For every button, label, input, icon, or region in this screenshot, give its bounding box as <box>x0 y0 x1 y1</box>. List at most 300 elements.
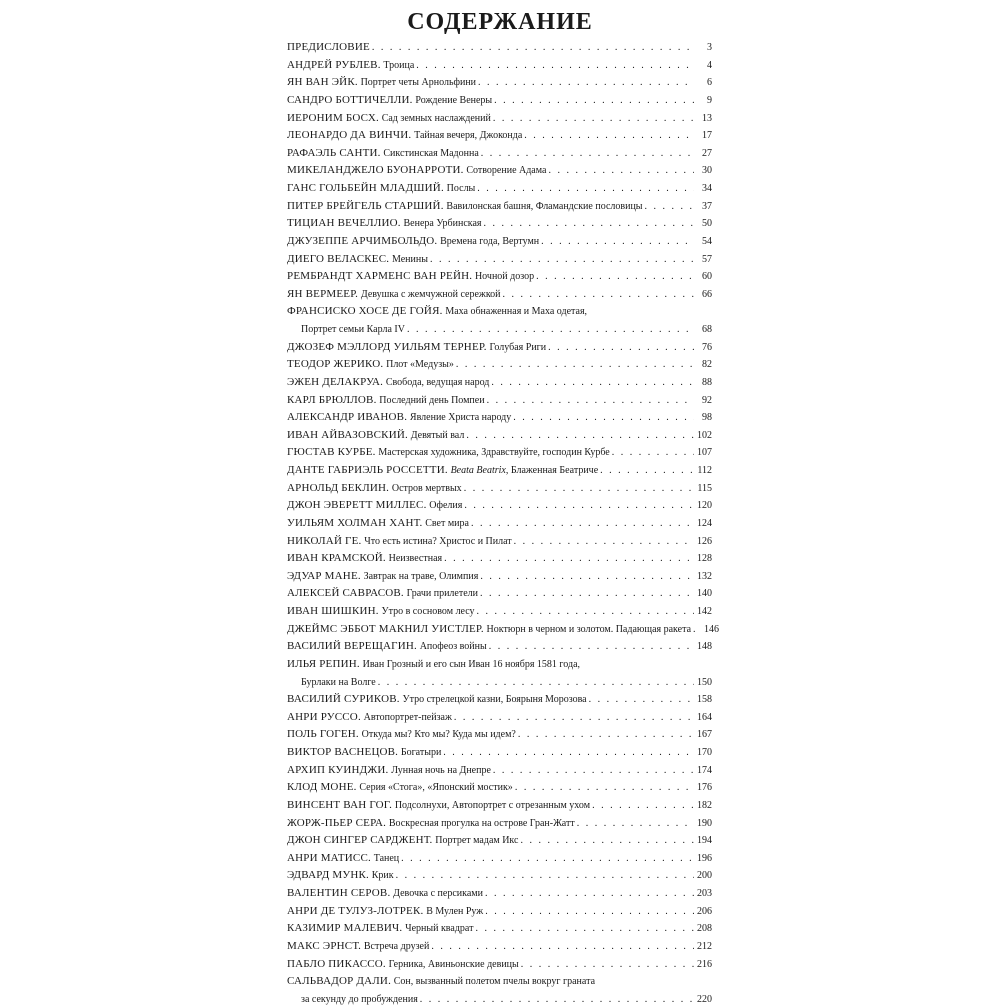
toc-entry <box>287 691 712 709</box>
toc-entry-heading <box>287 938 429 956</box>
toc-entry-heading <box>287 603 475 621</box>
toc-author: КАЗИМИР МАЛЕВИЧ. <box>287 922 403 935</box>
toc-work: Завтрак на траве, Олимпия <box>363 570 479 582</box>
toc-author: КАРЛ БРЮЛЛОВ. <box>287 393 377 406</box>
toc-entry-heading <box>287 180 475 198</box>
toc-work: Офелия <box>429 500 463 512</box>
toc-entry-heading <box>287 480 462 498</box>
toc-entry <box>287 162 712 180</box>
toc-entry <box>287 74 712 92</box>
toc-page-number: 27 <box>702 147 712 159</box>
toc-work: Ноктюрн в черном и золотом. Падающая ракета <box>486 623 692 635</box>
toc-entry <box>287 374 712 392</box>
toc-work: Встреча друзей <box>363 940 430 952</box>
toc-author: ДЖУЗЕППЕ АРЧИМБОЛЬДО. <box>287 234 438 247</box>
dot-leader <box>444 550 694 568</box>
toc-entry <box>287 497 712 515</box>
toc-entry <box>287 638 712 656</box>
toc-work: Неизвестная <box>388 553 443 565</box>
toc-page-number: 212 <box>697 940 712 952</box>
toc-page-number: 132 <box>697 570 712 582</box>
toc-entry <box>287 621 720 639</box>
toc-page-number: 142 <box>697 606 712 617</box>
toc-page-number: 220 <box>697 993 712 1005</box>
dot-leader <box>645 198 694 216</box>
toc-entry-heading <box>287 303 587 321</box>
toc-author: ДЖОЗЕФ МЭЛЛОРД УИЛЬЯМ ТЕРНЕР. <box>287 340 487 353</box>
toc-entry <box>287 797 712 815</box>
toc-entry-heading <box>287 462 598 480</box>
toc-work: Плот «Медузы» <box>386 359 454 371</box>
toc-author: РЕМБРАНДТ ХАРМЕНС ВАН РЕЙН. <box>287 270 473 283</box>
toc-entry <box>287 674 712 692</box>
toc-page-number: 206 <box>697 905 712 917</box>
toc-entry <box>287 356 712 374</box>
toc-page-number: 140 <box>697 588 712 600</box>
toc-author: ТЕОДОР ЖЕРИКО. <box>287 358 384 371</box>
toc-page-number: 146 <box>704 623 720 635</box>
toc-author: ПИТЕР БРЕЙГЕЛЬ СТАРШИЙ. <box>287 199 444 212</box>
toc-entry-heading <box>287 797 590 815</box>
dot-leader <box>489 638 694 656</box>
toc-author: МИКЕЛАНДЖЕЛО БУОНАРРОТИ. <box>287 164 464 177</box>
toc-work: Откуда мы? Кто мы? Куда мы идем? <box>361 729 516 741</box>
dot-leader <box>484 215 695 233</box>
toc-entry-heading <box>287 497 462 515</box>
toc-entry-heading <box>287 515 469 533</box>
toc-page-number: 68 <box>702 324 712 335</box>
toc-page-number: 66 <box>702 288 712 300</box>
toc-entry <box>287 321 712 339</box>
toc-page-number: 107 <box>697 447 712 459</box>
toc-page-number: 102 <box>697 429 712 441</box>
toc-entry-heading <box>287 215 482 233</box>
toc-author: АЛЕКСАНДР ИВАНОВ. <box>287 411 408 424</box>
toc-entry-heading <box>287 832 518 850</box>
toc-entry-heading <box>301 321 405 339</box>
toc-work: Автопортрет-пейзаж <box>363 711 452 723</box>
toc-author: РАФАЭЛЬ САНТИ. <box>287 146 381 159</box>
dot-leader <box>420 991 694 1008</box>
toc-page-number: 9 <box>707 94 712 106</box>
toc-entry <box>287 867 712 885</box>
dot-leader <box>503 286 694 304</box>
toc-entry <box>287 110 712 128</box>
toc-author: ИЕРОНИМ БОСХ. <box>287 111 379 124</box>
toc-work: Воскресная прогулка на острове Гран-Жатт <box>388 817 575 829</box>
toc-author: ДИЕГО ВЕЛАСКЕС. <box>287 252 390 265</box>
toc-author: ИВАН АЙВАЗОВСКИЙ. <box>287 428 408 441</box>
toc-work: Черный квадрат <box>405 923 474 935</box>
toc-work: Крик <box>371 870 394 882</box>
toc-page-number: 150 <box>697 676 712 688</box>
toc-work: Серия «Стога», «Японский мостик» <box>359 782 513 794</box>
toc-author: ГАНС ГОЛЬБЕЙН МЛАДШИЙ. <box>287 182 444 194</box>
toc-author: АРХИП КУИНДЖИ. <box>287 763 389 776</box>
toc-work: Сикстинская Мадонна <box>383 147 479 159</box>
toc-author: ВАСИЛИЙ СУРИКОВ. <box>287 693 400 706</box>
toc-work: Последний день Помпеи <box>379 394 485 406</box>
toc-entry <box>287 515 712 533</box>
toc-page-number: 170 <box>697 747 712 758</box>
toc-entry <box>287 656 712 674</box>
toc-entry-heading <box>287 286 501 304</box>
toc-entry <box>287 991 712 1008</box>
toc-work: Времена года, Вертумн <box>440 235 540 247</box>
toc-work: Подсолнухи, Автопортрет с отрезанным ухом <box>394 799 591 811</box>
dot-leader <box>485 903 694 921</box>
toc-page-number: 60 <box>702 271 712 283</box>
toc-work: Ночной дозор <box>474 271 535 283</box>
toc-entry <box>287 392 712 410</box>
toc-entry <box>287 603 712 621</box>
toc-entry-heading <box>287 973 595 991</box>
dot-leader <box>524 127 694 145</box>
toc-entry <box>287 779 712 797</box>
toc-page-number: 34 <box>702 183 712 194</box>
toc-page-number: 174 <box>697 764 712 776</box>
dot-leader <box>471 515 694 533</box>
dot-leader <box>454 709 694 727</box>
dot-leader <box>548 339 694 357</box>
toc-work: Портрет четы Арнольфини <box>360 77 477 89</box>
toc-entry-heading <box>287 709 452 727</box>
toc-entry-heading <box>287 815 575 833</box>
toc-entry-heading <box>287 779 513 797</box>
toc-entry-heading <box>287 268 534 286</box>
toc-entry-heading <box>287 885 483 903</box>
toc-entry-heading <box>287 726 516 744</box>
toc-entry-heading <box>287 251 428 269</box>
toc-entry-heading <box>287 356 454 374</box>
toc-entry <box>287 251 712 269</box>
toc-entry-heading <box>287 339 546 357</box>
toc-work: Девушка с жемчужной сережкой <box>360 288 501 300</box>
toc-entry-heading <box>287 533 512 551</box>
dot-leader <box>518 726 694 744</box>
toc-page-number: 4 <box>707 59 712 71</box>
toc-work: Вавилонская башня, Фламандские пословицы <box>446 200 643 212</box>
toc-entry <box>287 233 712 251</box>
dot-leader <box>693 621 701 639</box>
toc-work: Явление Христа народу <box>409 412 512 424</box>
toc-entry <box>287 973 712 991</box>
dot-leader <box>480 585 694 603</box>
toc-work: Лунная ночь на Днепре <box>391 764 491 776</box>
toc-page-number: 54 <box>702 235 712 247</box>
dot-leader <box>466 427 694 445</box>
toc-author: ГЮСТАВ КУРБЕ. <box>287 446 376 459</box>
dot-leader <box>475 920 694 938</box>
toc-work: Портрет мадам Икс <box>435 835 519 847</box>
toc-author: ПАБЛО ПИКАССО. <box>287 957 386 970</box>
toc-entry-heading <box>301 991 418 1008</box>
toc-page-number: 194 <box>697 835 712 847</box>
dot-leader <box>600 462 694 480</box>
toc-page-number: 158 <box>697 694 712 706</box>
toc-work: В Мулен Руж <box>426 905 484 917</box>
toc-work: Тайная вечеря, Джоконда <box>414 130 523 142</box>
toc-list <box>287 39 720 1008</box>
toc-entry-heading <box>287 638 487 656</box>
toc-work: Иван Грозный и его сын Иван 16 ноября 1581 года, <box>362 658 581 670</box>
toc-author: ИЛЬЯ РЕПИН. <box>287 657 360 670</box>
toc-work: Свобода, ведущая народ <box>385 376 490 388</box>
dot-leader <box>541 233 694 251</box>
toc-entry <box>287 850 712 868</box>
dot-leader <box>612 444 694 462</box>
toc-entry-heading <box>287 392 485 410</box>
dot-leader <box>494 92 694 110</box>
toc-entry <box>287 938 712 956</box>
toc-author: АНРИ ДЕ ТУЛУЗ-ЛОТРЕК. <box>287 904 424 917</box>
toc-entry <box>287 815 712 833</box>
toc-entry-heading <box>287 585 478 603</box>
dot-leader <box>396 867 694 885</box>
toc-work: Портрет семьи Карла IV <box>301 324 405 335</box>
toc-work: Бурлаки на Волге <box>301 676 376 688</box>
toc-work: Остров мертвых <box>391 482 462 494</box>
toc-work: Апофеоз войны <box>419 641 487 653</box>
toc-entry <box>287 215 712 233</box>
dot-leader <box>464 480 694 498</box>
toc-work: Девятый вал <box>410 429 465 441</box>
toc-entry <box>287 427 712 445</box>
dot-leader <box>548 162 694 180</box>
toc-page-number: 76 <box>702 341 712 353</box>
toc-author: ФРАНСИСКО ХОСЕ ДЕ ГОЙЯ. <box>287 305 443 318</box>
toc-entry <box>287 885 712 903</box>
toc-entry <box>287 920 712 938</box>
toc-page-number: 57 <box>702 253 712 265</box>
toc-entry <box>287 726 712 744</box>
toc-entry <box>287 444 712 462</box>
dot-leader <box>372 39 694 57</box>
toc-author: ЛЕОНАРДО ДА ВИНЧИ. <box>287 129 412 142</box>
toc-author: АНРИ РУССО. <box>287 710 361 723</box>
toc-work: , Блаженная Беатриче <box>505 465 599 476</box>
dot-leader <box>401 850 694 868</box>
toc-entry-heading <box>287 162 546 180</box>
toc-entry <box>287 480 712 498</box>
dot-leader <box>592 797 694 815</box>
toc-page-number: 176 <box>697 782 712 794</box>
toc-work: Рождение Венеры <box>415 94 493 106</box>
toc-entry <box>287 550 712 568</box>
toc-page-number: 203 <box>697 888 712 899</box>
dot-leader <box>485 885 694 903</box>
dot-leader <box>480 568 694 586</box>
dot-leader <box>515 779 694 797</box>
dot-leader <box>477 180 694 198</box>
toc-entry-heading <box>301 674 376 692</box>
toc-entry <box>287 198 712 216</box>
toc-entry-heading <box>287 621 691 639</box>
toc-work: Сотворение Адама <box>466 165 547 177</box>
dot-leader <box>589 691 694 709</box>
toc-page-number: 190 <box>697 817 712 829</box>
toc-entry-heading <box>287 39 370 57</box>
toc-page-number: 182 <box>697 799 712 811</box>
toc-work: Богатыри <box>400 747 442 758</box>
toc-author: ИВАН ШИШКИН. <box>287 605 379 617</box>
toc-entry <box>287 462 712 480</box>
toc-work: Утро в сосновом лесу <box>381 606 475 617</box>
toc-entry <box>287 303 712 321</box>
toc-page-number: 216 <box>697 958 712 970</box>
toc-author: ЖОРЖ-ПЬЕР СЕРА. <box>287 816 387 829</box>
toc-entry <box>287 762 712 780</box>
dot-leader <box>481 145 694 163</box>
toc-page-number: 115 <box>697 482 712 494</box>
toc-entry-heading <box>287 762 491 780</box>
dot-leader <box>514 533 694 551</box>
toc-author: АРНОЛЬД БЕКЛИН. <box>287 481 390 494</box>
toc-entry-heading <box>287 57 414 75</box>
toc-work: Сад земных наслаждений <box>381 112 491 124</box>
toc-work-italic: Beata Beatrix <box>450 465 506 476</box>
toc-entry <box>287 180 712 198</box>
toc-entry-heading <box>287 568 478 586</box>
toc-entry-heading <box>287 920 473 938</box>
toc-page-number: 112 <box>697 465 712 476</box>
toc-page-number: 98 <box>702 412 712 424</box>
toc-entry-heading <box>287 409 511 427</box>
toc-entry-heading <box>287 691 587 709</box>
dot-leader <box>493 762 694 780</box>
toc-entry <box>287 57 712 75</box>
toc-work: Танец <box>373 852 400 864</box>
toc-work: Девочка с персиками <box>393 888 483 899</box>
toc-entry <box>287 92 712 110</box>
dot-leader <box>520 832 694 850</box>
toc-work: Послы <box>446 183 476 194</box>
toc-work: Голубая Риги <box>489 341 547 353</box>
toc-page-number: 92 <box>702 394 712 406</box>
toc-author: ЭЖЕН ДЕЛАКРУА. <box>287 375 384 388</box>
toc-page-number: 148 <box>697 641 712 653</box>
toc-entry-heading <box>287 198 643 216</box>
toc-work: Что есть истина? Христос и Пилат <box>364 535 512 547</box>
toc-page-number: 88 <box>702 376 712 388</box>
toc-author: ДЖЕЙМС ЭББОТ МАКНИЛ УИСТЛЕР. <box>287 622 484 635</box>
toc-page-number: 128 <box>697 553 712 565</box>
toc-work: Утро стрелецкой казни, Боярыня Морозова <box>402 694 587 706</box>
toc-entry-heading <box>287 92 492 110</box>
dot-leader <box>378 674 694 692</box>
toc-author: ВИКТОР ВАСНЕЦОВ. <box>287 746 399 758</box>
toc-page-number: 17 <box>702 130 712 142</box>
dot-leader <box>487 392 694 410</box>
toc-author: ДАНТЕ ГАБРИЭЛЬ РОССЕТТИ. <box>287 464 448 476</box>
toc-work: Грачи прилетели <box>406 588 478 600</box>
toc-entry-heading <box>287 374 489 392</box>
toc-entry <box>287 744 712 762</box>
toc-entry-heading <box>287 550 442 568</box>
dot-leader <box>430 251 694 269</box>
toc-entry <box>287 268 712 286</box>
toc-entry-heading <box>287 956 519 974</box>
toc-entry-heading <box>287 233 539 251</box>
toc-entry-heading <box>287 427 464 445</box>
dot-leader <box>493 110 694 128</box>
toc-work: Венера Урбинская <box>403 218 482 230</box>
toc-author: АНДРЕЙ РУБЛЕВ. <box>287 58 381 71</box>
toc-entry-heading <box>287 444 610 462</box>
toc-work: Троица <box>383 59 415 71</box>
toc-work: Герника, Авиньонские девицы <box>388 958 519 970</box>
toc-entry <box>287 903 712 921</box>
toc-entry-heading <box>287 744 441 762</box>
toc-author: ДЖОН ЭВЕРЕТТ МИЛЛЕС. <box>287 499 427 512</box>
toc-page-number: 164 <box>697 711 712 723</box>
toc-author: АЛЕКСЕЙ САВРАСОВ. <box>287 587 404 600</box>
toc-author: ЭДВАРД МУНК. <box>287 869 369 882</box>
toc-entry <box>287 39 712 57</box>
dot-leader <box>491 374 694 392</box>
toc-author: ДЖОН СИНГЕР САРДЖЕНТ. <box>287 834 433 847</box>
toc-work: Мастерская художника, Здравствуйте, господин Курбе <box>378 447 610 459</box>
toc-entry <box>287 568 712 586</box>
dot-leader <box>464 497 694 515</box>
toc-page-number: 126 <box>697 535 712 547</box>
toc-entry <box>287 709 712 727</box>
dot-leader <box>536 268 694 286</box>
toc-page-number: 6 <box>707 77 712 89</box>
toc-entry <box>287 145 712 163</box>
toc-entry-heading <box>287 74 476 92</box>
toc-page-number: 30 <box>702 165 712 177</box>
toc-page-number: 167 <box>697 729 712 741</box>
toc-entry-heading <box>287 903 483 921</box>
toc-author: ИВАН КРАМСКОЙ. <box>287 552 386 565</box>
dot-leader <box>521 956 694 974</box>
toc-page-number: 3 <box>707 42 712 53</box>
toc-entry <box>287 832 712 850</box>
toc-author: АНРИ МАТИСС. <box>287 851 371 864</box>
toc-entry <box>287 286 712 304</box>
toc-entry <box>287 585 712 603</box>
toc-page-number: 82 <box>702 359 712 371</box>
toc-entry <box>287 956 712 974</box>
toc-page-number: 208 <box>697 923 712 935</box>
dot-leader <box>477 603 694 621</box>
toc-page-number: 124 <box>697 517 712 529</box>
toc-author: ТИЦИАН ВЕЧЕЛЛИО. <box>287 217 401 230</box>
toc-entry <box>287 127 712 145</box>
toc-entry <box>287 533 712 551</box>
toc-entry-heading <box>287 656 580 674</box>
dot-leader <box>431 938 694 956</box>
toc-entry-heading <box>287 127 522 145</box>
dot-leader <box>513 409 694 427</box>
toc-entry <box>287 409 712 427</box>
toc-author: ЭДУАР МАНЕ. <box>287 569 361 582</box>
toc-work: Свет мира <box>425 517 469 529</box>
toc-author: САНДРО БОТТИЧЕЛЛИ. <box>287 93 413 106</box>
toc-entry-heading <box>287 145 479 163</box>
toc-page-number: 196 <box>697 852 712 864</box>
dot-leader <box>443 744 694 762</box>
toc-author: ВАЛЕНТИН СЕРОВ. <box>287 887 391 899</box>
toc-page-number: 13 <box>702 112 712 124</box>
toc-entry-heading <box>287 850 399 868</box>
toc-page-number: 37 <box>702 200 712 212</box>
dot-leader <box>456 356 694 374</box>
toc-author: ПРЕДИСЛОВИЕ <box>287 41 370 53</box>
toc-author: МАКС ЭРНСТ. <box>287 939 362 952</box>
dot-leader <box>577 815 694 833</box>
